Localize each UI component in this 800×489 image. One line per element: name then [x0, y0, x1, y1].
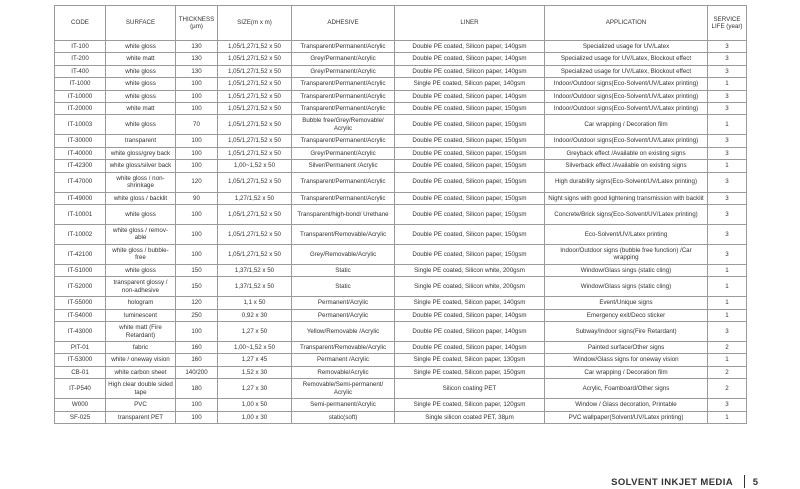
cell-surface: white gloss — [106, 78, 176, 90]
cell-thickness: 100 — [176, 160, 218, 172]
table-row — [55, 277, 747, 297]
table-row — [55, 78, 747, 90]
cell-size: 1,27 x 50 — [218, 322, 292, 342]
cell-code: PIT-01 — [55, 342, 106, 354]
cell-code: SF-025 — [55, 411, 106, 423]
cell-liner: Double PE coated, Silicon paper, 150gsm — [395, 160, 545, 172]
table-row — [55, 342, 747, 354]
header-liner: LINER — [395, 6, 545, 41]
cell-life: 2 — [708, 342, 747, 354]
cell-liner: Double PE coated, Silicon paper, 140gsm — [395, 322, 545, 342]
table-row — [55, 297, 747, 309]
table-row — [55, 65, 747, 77]
cell-surface: white gloss / backlit — [106, 192, 176, 204]
cell-adhesive: Transparent/Permanent/Acrylic — [292, 41, 395, 53]
cell-code: IT-1000 — [55, 78, 106, 90]
cell-size: 1,05/1,27/1,52 x 50 — [218, 172, 292, 192]
cell-code: IT-40000 — [55, 147, 106, 159]
cell-life: 1 — [708, 411, 747, 423]
table-row — [55, 264, 747, 276]
cell-life: 3 — [708, 244, 747, 264]
cell-application: Subway/Indoor signs(Fire Retardant) — [545, 322, 708, 342]
page-footer — [0, 472, 800, 489]
cell-liner: Single PE coated, Silicon paper, 130gsm — [395, 354, 545, 366]
table-row — [55, 244, 747, 264]
cell-liner: Double PE coated, Silicon paper, 140gsm — [395, 65, 545, 77]
cell-adhesive: Transparent/Permanent/Acrylic — [292, 90, 395, 102]
table-row — [55, 160, 747, 172]
cell-thickness: 150 — [176, 277, 218, 297]
cell-application: Indoor/Outdoor signs(Eco-Solvent/UV/Latex printing) — [545, 78, 708, 90]
cell-application: Window/Glass sings (static cling) — [545, 264, 708, 276]
cell-thickness: 100 — [176, 204, 218, 224]
cell-application: Window/Glass signs (static cling) — [545, 277, 708, 297]
cell-code: IT-400 — [55, 65, 106, 77]
cell-code: IT-10002 — [55, 224, 106, 244]
cell-size: 1,05/1,27/1,52 x 50 — [218, 204, 292, 224]
cell-surface: transparent — [106, 135, 176, 147]
table-row — [55, 399, 747, 411]
cell-surface: PVC — [106, 399, 176, 411]
cell-application: Night signs with good lightening transmission with backlit — [545, 192, 708, 204]
cell-application: Event/Unique signs — [545, 297, 708, 309]
cell-size: 1,05/1,27/1,52 x 50 — [218, 224, 292, 244]
cell-size: 1,05/1,27/1,52 x 50 — [218, 90, 292, 102]
cell-thickness: 140/200 — [176, 366, 218, 378]
cell-thickness: 100 — [176, 102, 218, 114]
cell-adhesive: Semi-permanent/Acrylic — [292, 399, 395, 411]
cell-adhesive: Transparent/high-bond/ Urethane — [292, 204, 395, 224]
cell-adhesive: Grey/Permanent/Acrylic — [292, 65, 395, 77]
cell-surface: white gloss — [106, 264, 176, 276]
cell-surface: hologram — [106, 297, 176, 309]
cell-code: IT-100 — [55, 41, 106, 53]
cell-liner: Double PE coated, Silicon paper, 140gsm — [395, 90, 545, 102]
cell-thickness: 130 — [176, 65, 218, 77]
cell-life: 2 — [708, 379, 747, 399]
cell-size: 1,27/1,52 x 50 — [218, 192, 292, 204]
cell-surface: luminescent — [106, 309, 176, 321]
cell-application: Greyback effect /Available on existing signs — [545, 147, 708, 159]
cell-life: 3 — [708, 90, 747, 102]
cell-liner: Double PE coated, Silicon paper, 150gsm — [395, 135, 545, 147]
cell-surface: white gloss/silver back — [106, 160, 176, 172]
cell-life: 3 — [708, 147, 747, 159]
cell-liner: Single PE coated, Silicon white, 200gsm — [395, 264, 545, 276]
cell-liner: Double PE coated, Silicon paper, 150gsm — [395, 172, 545, 192]
cell-life: 1 — [708, 160, 747, 172]
cell-thickness: 120 — [176, 172, 218, 192]
cell-life: 2 — [708, 366, 747, 378]
cell-code: IT-42300 — [55, 160, 106, 172]
cell-size: 1,05/1,27/1,52 x 50 — [218, 78, 292, 90]
cell-adhesive: Silver/Permanent /Acrylic — [292, 160, 395, 172]
cell-code: IT-49000 — [55, 192, 106, 204]
cell-adhesive: Yellow/Removable /Acrylic — [292, 322, 395, 342]
spec-table-container — [54, 5, 746, 424]
table-row — [55, 411, 747, 423]
cell-application: PVC wallpaper(Solvent/UV/Latex printing) — [545, 411, 708, 423]
cell-life: 1 — [708, 264, 747, 276]
cell-size: 1,27 x 45 — [218, 354, 292, 366]
cell-thickness: 90 — [176, 192, 218, 204]
cell-adhesive: static(soft) — [292, 411, 395, 423]
cell-code: IT-47000 — [55, 172, 106, 192]
cell-thickness: 100 — [176, 244, 218, 264]
cell-thickness: 100 — [176, 399, 218, 411]
cell-application: Specialized usage for UV/Latex — [545, 41, 708, 53]
cell-application: Painted surface/Other signs — [545, 342, 708, 354]
cell-liner: Single silicon coated PET, 38µm — [395, 411, 545, 423]
cell-application: High durability signs(Eco-Solvent/UV/Latex printing) — [545, 172, 708, 192]
table-row — [55, 379, 747, 399]
table-row — [55, 366, 747, 378]
cell-application: Window/Glass signs for oneway vision — [545, 354, 708, 366]
cell-liner: Double PE coated, Silicon paper, 150gsm — [395, 204, 545, 224]
cell-code: IT-51000 — [55, 264, 106, 276]
cell-life: 3 — [708, 224, 747, 244]
cell-surface: white gloss — [106, 204, 176, 224]
cell-size: 1,00 x 30 — [218, 411, 292, 423]
cell-surface: white gloss — [106, 115, 176, 135]
cell-life: 1 — [708, 309, 747, 321]
cell-life: 3 — [708, 192, 747, 204]
cell-life: 3 — [708, 102, 747, 114]
cell-thickness: 100 — [176, 224, 218, 244]
cell-adhesive: Transparent/Permanent/Acrylic — [292, 78, 395, 90]
cell-adhesive: Transparent/Removable/Acrylic — [292, 342, 395, 354]
cell-surface: white gloss/grey back — [106, 147, 176, 159]
cell-application: Window / Glass decoration, Printable — [545, 399, 708, 411]
cell-application: Indoor/Outdoor signs(Eco-Solvent/UV/Latex printing) — [545, 102, 708, 114]
cell-application: Specialized usage for UV/Latex, Blockout effect — [545, 65, 708, 77]
cell-adhesive: Transparent/Removable/Acrylic — [292, 224, 395, 244]
table-row — [55, 172, 747, 192]
cell-thickness: 250 — [176, 309, 218, 321]
cell-application: Indoor/Outdoor signs (bubble free function) /Car wrapping — [545, 244, 708, 264]
cell-code: IT-53000 — [55, 354, 106, 366]
cell-size: 1,37/1,52 x 50 — [218, 264, 292, 276]
cell-application: Acrylic, Foamboard/Other signs — [545, 379, 708, 399]
cell-code: IT-200 — [55, 53, 106, 65]
cell-application: Car wrapping / Decoration film — [545, 115, 708, 135]
cell-liner: Double PE coated, Silicon paper, 140gsm — [395, 342, 545, 354]
cell-surface: fabric — [106, 342, 176, 354]
header-application: APPLICATION — [545, 6, 708, 41]
cell-code: IT-10001 — [55, 204, 106, 224]
table-row — [55, 309, 747, 321]
header-service-life: SERVICE LIFE (year) — [708, 6, 747, 41]
table-row — [55, 90, 747, 102]
table-row — [55, 53, 747, 65]
table-row — [55, 354, 747, 366]
cell-liner: Single PE coated, Silicon paper, 150gsm — [395, 366, 545, 378]
cell-life: 1 — [708, 78, 747, 90]
cell-surface: white matt (Fire Retardant) — [106, 322, 176, 342]
cell-size: 1,05/1,27/1,52 x 50 — [218, 135, 292, 147]
cell-code: IT-54000 — [55, 309, 106, 321]
cell-adhesive: Transparent/Permanent/Acrylic — [292, 192, 395, 204]
cell-thickness: 100 — [176, 90, 218, 102]
cell-liner: Silicon coating PET — [395, 379, 545, 399]
footer-title: SOLVENT INKJET MEDIA — [611, 477, 733, 488]
cell-surface: transparent glossy / non-adhesive — [106, 277, 176, 297]
cell-code: IT-42100 — [55, 244, 106, 264]
cell-adhesive: Transparent/Permanent/Acrylic — [292, 102, 395, 114]
cell-application: Indoor/Outdoor signs(Eco-Solvent/UV/Latex printing) — [545, 135, 708, 147]
cell-adhesive: Bubble free/Grey/Removable/ Acrylic — [292, 115, 395, 135]
cell-adhesive: Permanent/Acrylic — [292, 309, 395, 321]
cell-life: 3 — [708, 399, 747, 411]
cell-application: Emergency exit/Deco sticker — [545, 309, 708, 321]
table-row — [55, 224, 747, 244]
cell-thickness: 120 — [176, 297, 218, 309]
cell-adhesive: Permanent /Acrylic — [292, 354, 395, 366]
cell-thickness: 100 — [176, 135, 218, 147]
cell-size: 1,00~1,52 x 50 — [218, 342, 292, 354]
cell-life: 3 — [708, 135, 747, 147]
header-row — [55, 6, 747, 41]
cell-application: Concrete/Brick signs(Eco-Solvent/UV/Latex printing) — [545, 204, 708, 224]
cell-adhesive: Grey/Permanent/Acrylic — [292, 53, 395, 65]
cell-thickness: 100 — [176, 147, 218, 159]
table-row — [55, 322, 747, 342]
cell-code: IT-10000 — [55, 90, 106, 102]
table-row — [55, 41, 747, 53]
cell-code: W000 — [55, 399, 106, 411]
cell-surface: transparent PET — [106, 411, 176, 423]
cell-size: 1,00~1,52 x 50 — [218, 160, 292, 172]
cell-surface: white matt — [106, 102, 176, 114]
cell-size: 1,37/1,52 x 50 — [218, 277, 292, 297]
header-code: CODE — [55, 6, 106, 41]
cell-surface: white gloss — [106, 65, 176, 77]
cell-size: 1,05/1,27/1,52 x 50 — [218, 53, 292, 65]
cell-thickness: 100 — [176, 411, 218, 423]
cell-thickness: 150 — [176, 264, 218, 276]
cell-life: 3 — [708, 204, 747, 224]
footer-separator — [744, 475, 745, 488]
cell-thickness: 160 — [176, 354, 218, 366]
cell-code: IT-30000 — [55, 135, 106, 147]
cell-adhesive: Transparent/Permanent/Acrylic — [292, 135, 395, 147]
cell-size: 1,05/1,27/1,52 x 50 — [218, 115, 292, 135]
cell-life: 3 — [708, 322, 747, 342]
cell-application: Indoor/Outdoor signs(Eco-Solvent/UV/Latex printing) — [545, 90, 708, 102]
cell-thickness: 70 — [176, 115, 218, 135]
cell-thickness: 100 — [176, 78, 218, 90]
cell-surface: white gloss — [106, 90, 176, 102]
cell-surface: white gloss / remov-able — [106, 224, 176, 244]
cell-code: IT-10003 — [55, 115, 106, 135]
cell-life: 1 — [708, 354, 747, 366]
cell-liner: Single PE coated, Silicon paper, 140gsm — [395, 78, 545, 90]
cell-adhesive: Static — [292, 277, 395, 297]
cell-life: 1 — [708, 115, 747, 135]
cell-surface: white matt — [106, 53, 176, 65]
cell-life: 3 — [708, 41, 747, 53]
cell-liner: Double PE coated, Silicon paper, 150gsm — [395, 102, 545, 114]
cell-size: 1,05/1,27/1,52 x 50 — [218, 102, 292, 114]
cell-code: IT-20000 — [55, 102, 106, 114]
cell-size: 1,00 x 50 — [218, 399, 292, 411]
cell-life: 3 — [708, 65, 747, 77]
header-size: SIZE(m x m) — [218, 6, 292, 41]
cell-life: 3 — [708, 53, 747, 65]
header-surface: SURFACE — [106, 6, 176, 41]
cell-size: 1,05/1,27/1,52 x 50 — [218, 65, 292, 77]
table-body — [55, 41, 747, 424]
cell-liner: Double PE coated, Silicon paper, 140gsm — [395, 53, 545, 65]
header-thickness: THICKNESS (µm) — [176, 6, 218, 41]
cell-liner: Single PE coated, Silicon paper, 140gsm — [395, 297, 545, 309]
cell-adhesive: Grey/Removable/Acrylic — [292, 244, 395, 264]
table-row — [55, 204, 747, 224]
cell-size: 1,52 x 30 — [218, 366, 292, 378]
cell-adhesive: Permanent/Acrylic — [292, 297, 395, 309]
cell-code: IT-52000 — [55, 277, 106, 297]
cell-surface: white gloss / non-shrinkage — [106, 172, 176, 192]
cell-surface: white / oneway vision — [106, 354, 176, 366]
cell-life: 3 — [708, 172, 747, 192]
cell-liner: Double PE coated, Silicon paper, 150gsm — [395, 192, 545, 204]
table-row — [55, 115, 747, 135]
cell-adhesive: Static — [292, 264, 395, 276]
cell-code: CB-01 — [55, 366, 106, 378]
cell-surface: white carbon sheet — [106, 366, 176, 378]
cell-adhesive: Grey/Permanent/Acrylic — [292, 147, 395, 159]
cell-life: 1 — [708, 297, 747, 309]
table-row — [55, 135, 747, 147]
spec-table — [54, 5, 747, 424]
page-number: 5 — [752, 477, 758, 488]
cell-liner: Double PE coated, Silicon paper, 150gsm — [395, 147, 545, 159]
cell-adhesive: Removable/Acrylic — [292, 366, 395, 378]
cell-liner: Single PE coated, Silicon paper, 120gsm — [395, 399, 545, 411]
cell-liner: Double PE coated, Silicon paper, 140gsm — [395, 309, 545, 321]
cell-application: Specialized usage for UV/Latex, Blockout effect — [545, 53, 708, 65]
header-adhesive: ADHESIVE — [292, 6, 395, 41]
cell-size: 1,05/1,27/1,52 x 50 — [218, 41, 292, 53]
cell-application: Silverback effect /Available on existing signs — [545, 160, 708, 172]
cell-size: 1,05/1,27/1,52 x 50 — [218, 244, 292, 264]
cell-liner: Single PE coated, Silicon white, 200gsm — [395, 277, 545, 297]
cell-surface: white gloss / bubble-free — [106, 244, 176, 264]
cell-liner: Double PE coated, Silicon paper, 150gsm — [395, 115, 545, 135]
cell-application: Car wrapping / Decoration film — [545, 366, 708, 378]
cell-surface: white gloss — [106, 41, 176, 53]
table-row — [55, 147, 747, 159]
cell-size: 1,05/1,27/1,52 x 50 — [218, 147, 292, 159]
cell-surface: High clear double sided tape — [106, 379, 176, 399]
cell-liner: Double PE coated, Silicon paper, 150gsm — [395, 244, 545, 264]
cell-adhesive: Removable/Semi-permanent/ Acrylic — [292, 379, 395, 399]
cell-code: IT-43000 — [55, 322, 106, 342]
cell-thickness: 160 — [176, 342, 218, 354]
cell-liner: Double PE coated, Silicon paper, 150gsm — [395, 224, 545, 244]
cell-adhesive: Transparent/Permanent/Acrylic — [292, 172, 395, 192]
cell-size: 0,92 x 30 — [218, 309, 292, 321]
cell-application: Eco-Solvent/UV/Latex printing — [545, 224, 708, 244]
cell-size: 1,1 x 50 — [218, 297, 292, 309]
cell-thickness: 130 — [176, 53, 218, 65]
table-row — [55, 102, 747, 114]
cell-thickness: 180 — [176, 379, 218, 399]
cell-code: IT-P540 — [55, 379, 106, 399]
cell-thickness: 100 — [176, 322, 218, 342]
cell-liner: Double PE coated, Silicon paper, 140gsm — [395, 41, 545, 53]
cell-size: 1,27 x 30 — [218, 379, 292, 399]
cell-life: 1 — [708, 277, 747, 297]
cell-thickness: 130 — [176, 41, 218, 53]
cell-code: IT-55000 — [55, 297, 106, 309]
table-row — [55, 192, 747, 204]
